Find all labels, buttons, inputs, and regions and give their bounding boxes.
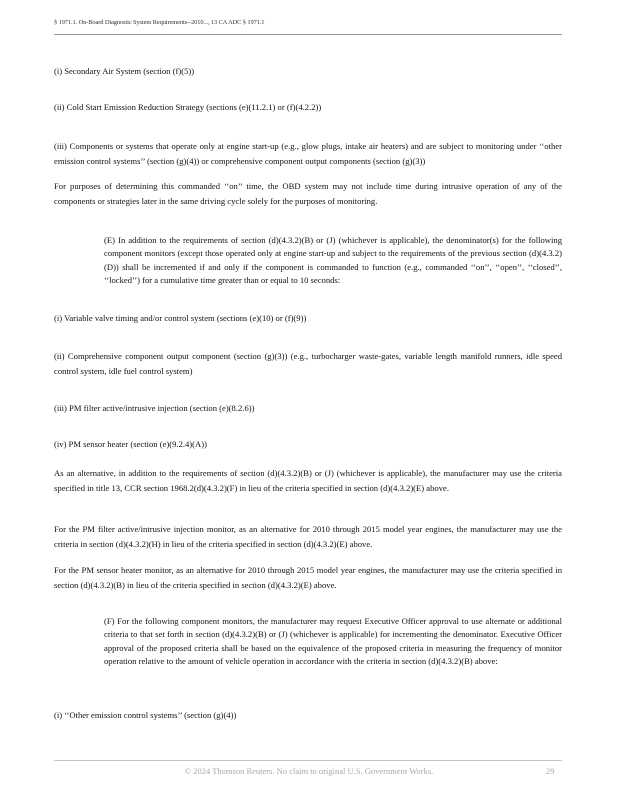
paragraph-e-denominator: (E) In addition to the requirements of section (d)(4.3.2)(B) or (J) (whichever is applicable), the denominator(s) for the following component monitors (except those operated only at engine start-up and subject to the requirements of the previous section (d)(4.3.2)(D)) shall be incremented if and only if the component is commanded to function (e.g., commanded ‘‘on’’, ‘‘open’’, ‘‘closed’’, ‘‘locked’’) for a cumulative time greater than or equal to 10 seconds: xyxy=(104,235,562,286)
footer-divider xyxy=(54,760,562,761)
paragraph-commanded-on-time: For purposes of determining this commanded ‘‘on’’ time, the OBD system may not include time during intrusive operation of any of the components or strategies later in the same driving cycle solely for the purposes of monitoring. xyxy=(54,181,562,206)
paragraph-pm-filter-injection: (iii) PM filter active/intrusive injection (section (e)(8.2.6)) xyxy=(54,403,255,413)
paragraph-other-emission-systems: (i) ‘‘Other emission control systems’’ (section (g)(4)) xyxy=(54,710,237,720)
paragraph-pm-sensor-alternative: For the PM sensor heater monitor, as an alternative for 2010 through 2015 model year engines, the manufacturer may use the criteria specified in section (d)(4.3.2)(B) in lieu of the criteria specified in section (d)(4.3.2)(E) above. xyxy=(54,565,562,590)
paragraph-f-executive-approval: (F) For the following component monitors, the manufacturer may request Executive Officer approval to use alternate or additional criteria to that set forth in section (d)(4.3.2)(B) or (J) (whichever is applicable) for incrementing the denominator. Executive Officer approval of the proposed criteria shall be based on the equivalence of the proposed criteria in measuring the frequency of monitor operation relative to the amount of vehicle operation in accordance with the criteria in section (d)(4.3.2)(B) above: xyxy=(104,616,562,667)
paragraph-variable-valve: (i) Variable valve timing and/or control system (sections (e)(10) or (f)(9)) xyxy=(54,313,307,323)
paragraph-pm-sensor-heater: (iv) PM sensor heater (section (e)(9.2.4)(A)) xyxy=(54,439,207,449)
paragraph-cold-start: (ii) Cold Start Emission Reduction Strategy (sections (e)(11.2.1) or (f)(4.2.2)) xyxy=(54,102,322,112)
paragraph-comprehensive-output: (ii) Comprehensive component output component (section (g)(3)) (e.g., turbocharger waste-gates, variable length manifold runners, idle speed control system, idle fuel control system) xyxy=(54,351,562,376)
paragraph-startup-components: (iii) Components or systems that operate only at engine start-up (e.g., glow plugs, intake air heaters) and are subject to monitoring under ‘‘other emission control systems’’ (section (g)(4)) or comprehensive component output components (section (g)(3)) xyxy=(54,141,562,166)
header-divider xyxy=(54,34,562,35)
paragraph-pm-filter-alternative: For the PM filter active/intrusive injection monitor, as an alternative for 2010 through 2015 model year engines, the manufacturer may use the criteria in section (d)(4.3.2)(H) in lieu of the criteria specified in section (d)(4.3.2)(E) above. xyxy=(54,524,562,549)
running-header: § 1971.1. On-Board Diagnostic System Requirements--2010..., 13 CA ADC § 1971.1 xyxy=(54,19,265,26)
footer-copyright: © 2024 Thomson Reuters. No claim to original U.S. Government Works. xyxy=(184,766,434,776)
page-number: 29 xyxy=(546,766,555,776)
paragraph-alternative-criteria: As an alternative, in addition to the requirements of section (d)(4.3.2)(B) or (J) (whichever is applicable), the manufacturer may use the criteria specified in title 13, CCR section 1968.2(d)(4.3.2)(F) in lieu of the criteria specified in section (d)(4.3.2)(E) above. xyxy=(54,468,562,493)
paragraph-secondary-air: (i) Secondary Air System (section (f)(5)) xyxy=(54,66,195,76)
